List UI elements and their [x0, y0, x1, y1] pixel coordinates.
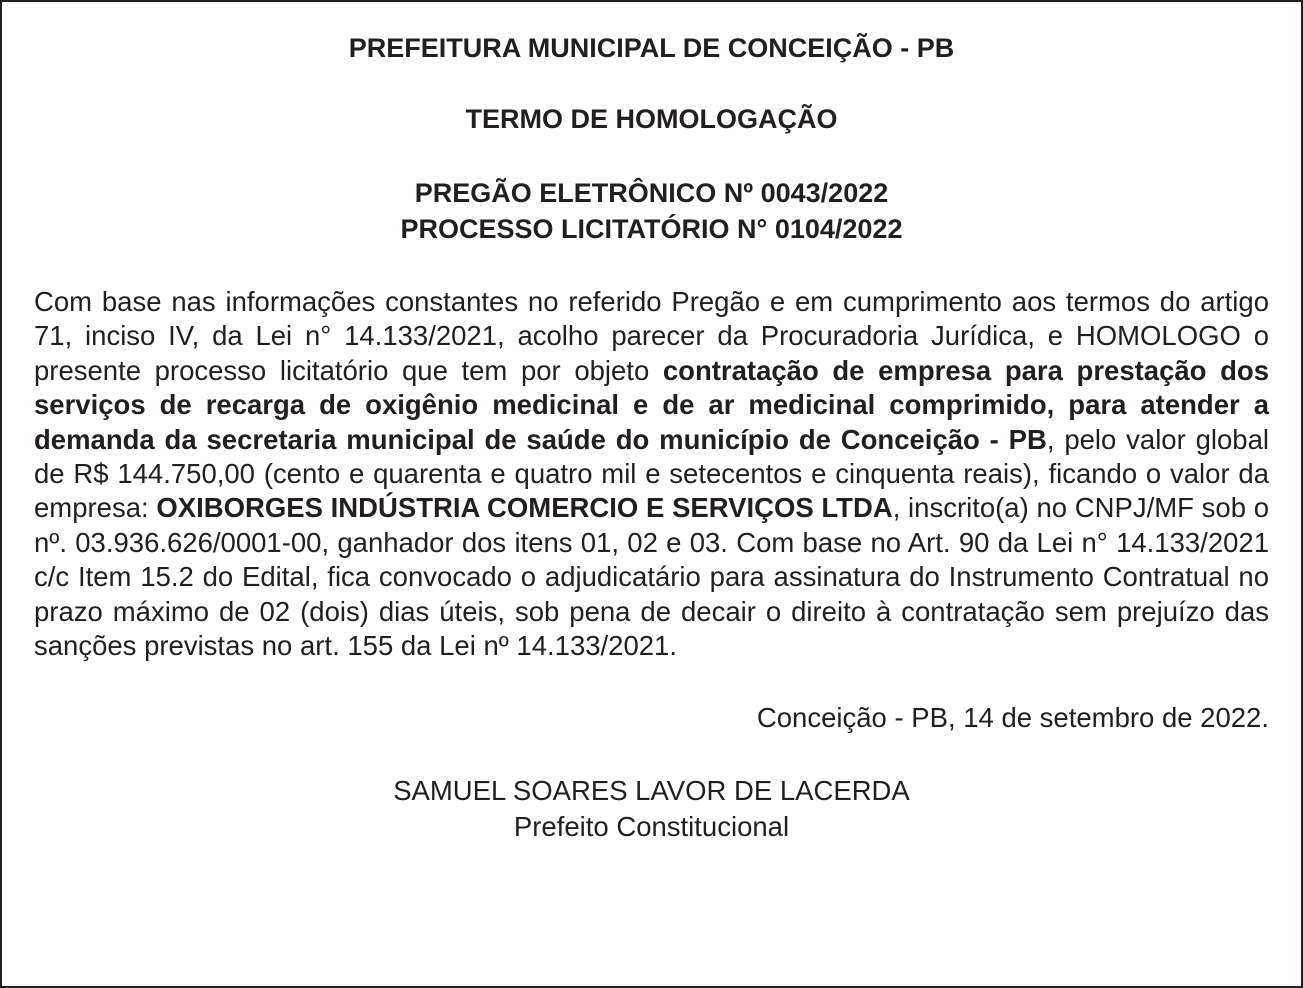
reference-block [34, 175, 1269, 247]
procurement-object: contratação de empresa para prestação dos serviços de recarga de oxigênio medicinal e de ar medicinal comprimido, para atender a demanda da secretaria municipal de saúde do município de Conceição - PB [34, 354, 1269, 455]
paragraph-closing: , inscrito(a) no CNPJ/MF sob o nº. 03.936.626/0001-00, ganhador dos itens 01, 02 e 03. Com base no Art. 90 da Lei n° 14.133/2021 c/c Item 15.2 do Edital, fica convocado o adjudicatário para assinatura do Instrumento Contratual no prazo máximo de 02 (dois) dias úteis, sob pena de decair o direito à contratação sem prejuízo das sanções previstas no art. 155 da Lei nº 14.133/2021. [34, 492, 1270, 662]
paragraph-intro: Com base nas informações constantes no referido Pregão e em cumprimento aos termos do artigo 71, inciso IV, da Lei n° 14.133/2021, acolho parecer da Procuradoria Jurídica, e HOMOLOGO o presente processo licitatório que tem por objeto [34, 286, 1269, 386]
process-number: PROCESSO LICITATÓRIO N° 0104/2022 [400, 214, 903, 244]
pregao-number: PREGÃO ELETRÔNICO Nº 0043/2022 [414, 178, 889, 208]
signatory-title: Prefeito Constitucional [513, 811, 790, 843]
homologation-paragraph [34, 285, 1269, 663]
municipality-heading: PREFEITURA MUNICIPAL DE CONCEIÇÃO - PB [348, 33, 955, 63]
place-and-date: Conceição - PB, 14 de setembro de 2022. [756, 702, 1269, 734]
signature-block [34, 773, 1269, 845]
winning-company: OXIBORGES INDÚSTRIA COMERCIO E SERVIÇOS LTDA [156, 492, 893, 524]
document-title: TERMO DE HOMOLOGAÇÃO [465, 104, 838, 134]
signatory-name: SAMUEL SOARES LAVOR DE LACERDA [393, 775, 910, 807]
paragraph-value: , pelo valor global de R$ 144.750,00 (cento e quarenta e quatro mil e setecentos e cinquenta reais), ficando o valor da empresa: [34, 423, 1269, 524]
